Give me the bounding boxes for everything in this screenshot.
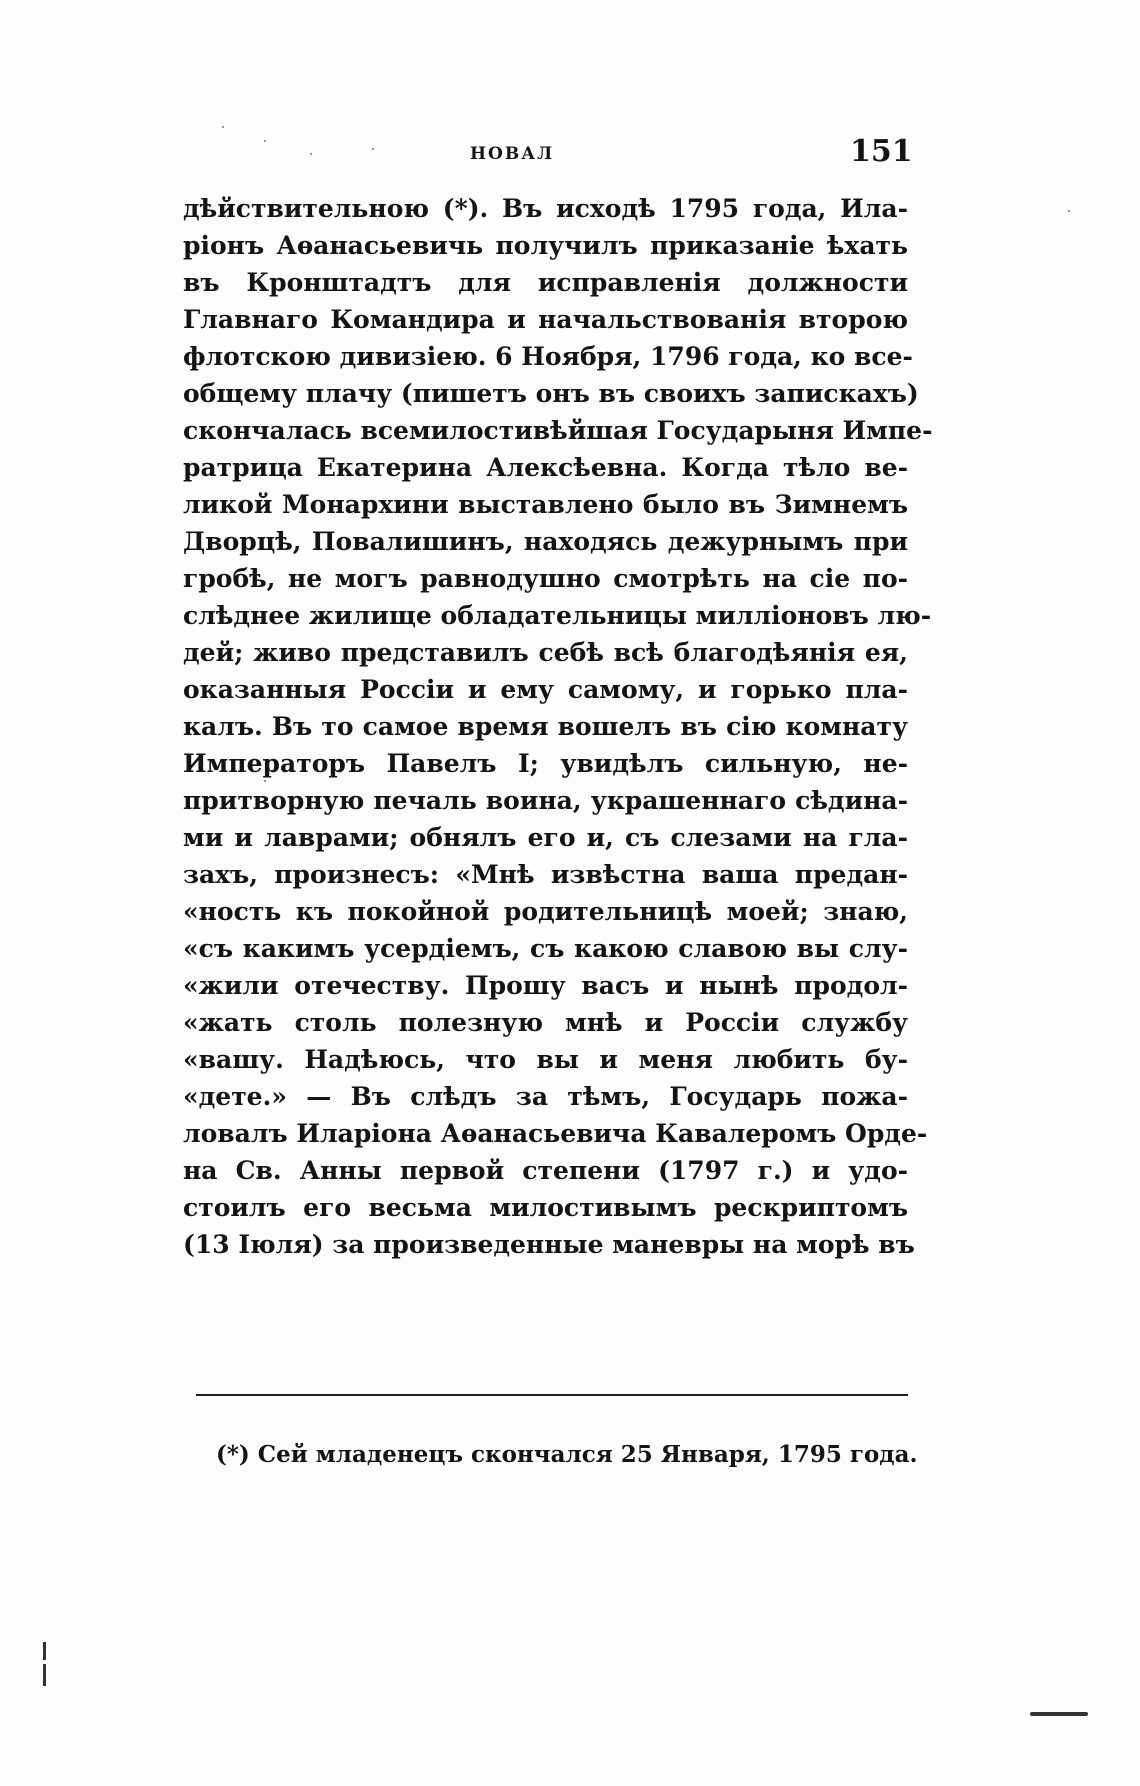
text-line: дей; живо представилъ себѣ всѣ благодѣянія ея,: [183, 638, 908, 667]
text-line: гробѣ, не могъ равнодушно смотрѣть на сіе по-: [183, 564, 908, 593]
text-line: «дете.» — Въ слѣдъ за тѣмъ, Государь пожа-: [183, 1082, 908, 1111]
text-line: «съ какимъ усердіемъ, съ какою славою вы слу-: [183, 934, 908, 963]
text-line: ловалъ Иларіона Аѳанасьевича Кавалеромъ Орде-: [183, 1119, 928, 1148]
text-line: калъ. Въ то самое время вошелъ въ сію комнату: [183, 712, 908, 741]
footnote: (*) Сей младенецъ скончался 25 Января, 1795 года.: [216, 1441, 918, 1468]
text-line: захъ, произнесъ: «Мнѣ извѣстна ваша предан-: [183, 860, 908, 889]
text-line: слѣднее жилище обладательницы милліоновъ лю-: [183, 601, 932, 630]
speck: [1068, 210, 1070, 212]
speck: [264, 780, 266, 782]
margin-mark: [43, 1642, 46, 1660]
text-line: (13 Іюля) за произведенные маневры на морѣ въ: [183, 1230, 915, 1259]
text-line: «жать столь полезную мнѣ и Россіи службу: [183, 1008, 908, 1037]
speck: [222, 126, 224, 128]
body-text: [183, 190, 933, 1263]
text-line: на Св. Анны первой степени (1797 г.) и удо-: [183, 1156, 908, 1185]
text-line: притворную печаль воина, украшеннаго сѣдина-: [183, 786, 908, 815]
text-line: флотскою дивизіею. 6 Ноября, 1796 года, ко все-: [183, 342, 913, 371]
text-line: ратрица Екатерина Алексѣевна. Когда тѣло ве-: [183, 453, 908, 482]
speck: [372, 148, 374, 150]
text-line: оказанныя Россіи и ему самому, и горько пла-: [183, 675, 908, 704]
text-line: дѣйствительною (*). Въ исходѣ 1795 года, Ила-: [183, 194, 908, 223]
edge-mark: [1030, 1712, 1088, 1716]
text-line: ріонъ Аѳанасьевичь получилъ приказаніе ѣхать: [183, 231, 908, 260]
text-line: скончалась всемилостивѣйшая Государыня Импе-: [183, 416, 933, 445]
text-line: «вашу. Надѣюсь, что вы и меня любить бу-: [183, 1045, 908, 1074]
text-line: стоилъ его весьма милостивымъ рескриптомъ: [183, 1193, 908, 1222]
text-line: общему плачу (пишетъ онъ въ своихъ запискахъ): [183, 379, 919, 408]
running-head: НОВАЛ: [470, 144, 555, 164]
text-line: «жили отечеству. Прошу васъ и нынѣ продол-: [183, 971, 908, 1000]
text-line: «ность къ покойной родительницѣ моей; знаю,: [183, 897, 908, 926]
text-line: ликой Монархини выставлено было въ Зимнемъ: [183, 490, 908, 519]
text-line: въ Кронштадтъ для исправленія должности: [183, 268, 908, 297]
text-line: ми и лаврами; обнялъ его и, съ слезами на гла-: [183, 823, 908, 852]
page-number: 151: [850, 134, 913, 169]
margin-mark: [43, 1664, 46, 1686]
text-line: Императоръ Павелъ I; увидѣлъ сильную, не-: [183, 749, 908, 778]
text-line: Дворцѣ, Повалишинъ, находясь дежурнымъ при: [183, 527, 908, 556]
text-line: Главнаго Командира и начальствованія второю: [183, 305, 908, 334]
speck: [310, 153, 312, 155]
footnote-divider: [196, 1394, 908, 1396]
speck: [264, 140, 266, 142]
